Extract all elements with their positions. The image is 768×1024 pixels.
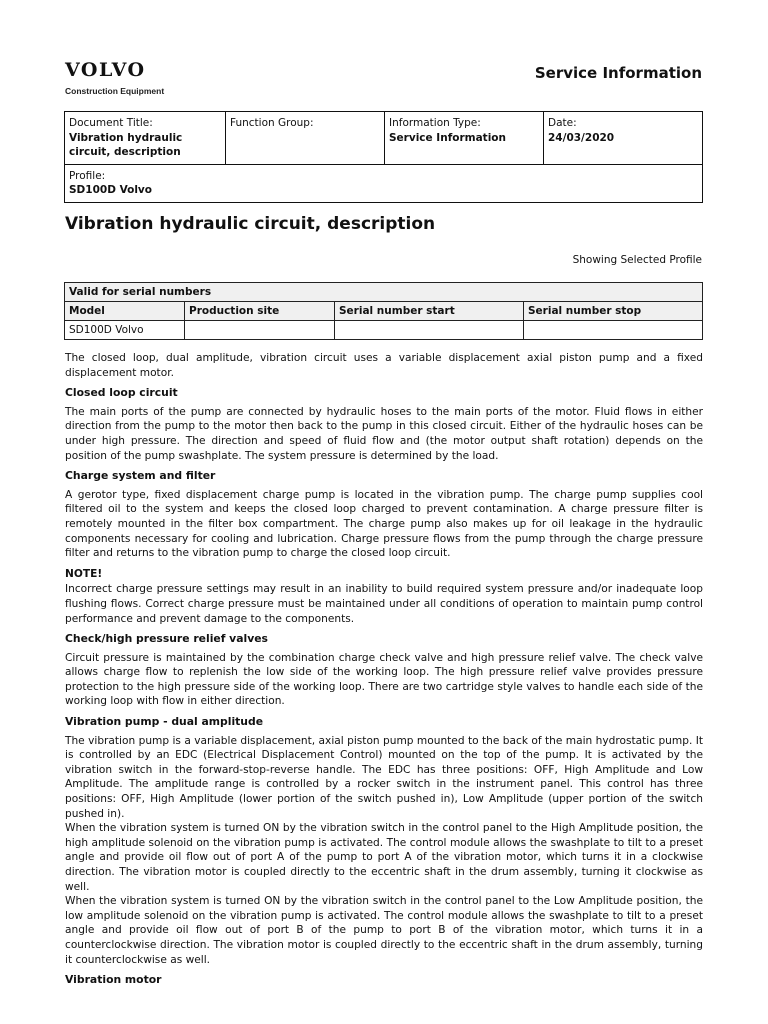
- profile-value: SD100D Volvo: [69, 184, 152, 196]
- table-cell-serial-stop: [524, 321, 703, 340]
- showing-selected-profile: Showing Selected Profile: [572, 254, 702, 266]
- function-group-cell: [226, 112, 385, 165]
- section-heading-charge-system: Charge system and filter: [65, 469, 216, 483]
- page-title: Vibration hydraulic circuit, description: [65, 214, 436, 234]
- info-type-label: Information Type:: [389, 117, 481, 129]
- table-cell-model: SD100D Volvo: [65, 321, 185, 340]
- date-value: 24/03/2020: [548, 131, 615, 144]
- function-group-label: Function Group:: [230, 117, 314, 129]
- section-heading-closed-loop: Closed loop circuit: [65, 386, 178, 400]
- vibration-pump-paragraph-1: The vibration pump is a variable displacement, axial piston pump mounted to the back of the main hydrostatic pump. It is controlled by an EDC (Electrical Displacement Control) mounted on the top of the pump. It is activated by the vibration switch in the forward-stop-reverse handle. The EDC has three positions: OFF, High Amplitude and Low Amplitude. The amplitude range is controlled by a rocker switch in the instrument panel. This control has three positions: OFF, High Amplitude (lower portion of the switch pushed in), Low Amplitude (upper portion of the switch pushed in).: [65, 734, 703, 820]
- doc-title-label: Document Title:: [69, 117, 153, 129]
- doc-title-value: Vibration hydraulic circuit, description: [69, 131, 183, 158]
- table-cell-production-site: [185, 321, 335, 340]
- vibration-pump-paragraph-2: When the vibration system is turned ON by the vibration switch in the control panel to the High Amplitude position, the high amplitude solenoid on the vibration pump is activated. The control module allows the swashplate to tilt to a preset angle and provide oil flow out of port A of the pump to port A of the vibration motor, which turns it in a clockwise direction. The vibration motor is coupled directly to the eccentric shaft in the drum assembly, turning it clockwise as well.: [65, 822, 703, 893]
- logo-wordmark: VOLVO: [65, 59, 146, 81]
- intro-paragraph: The closed loop, dual amplitude, vibration circuit uses a variable displacement axial piston pump and a fixed displacement motor.: [65, 352, 703, 379]
- section-heading-relief-valves: Check/high pressure relief valves: [65, 632, 268, 646]
- section-heading-vibration-motor: Vibration motor: [65, 973, 162, 987]
- logo-subtitle: Construction Equipment: [65, 86, 165, 96]
- document-body: [65, 351, 703, 992]
- doc-title-cell: [65, 112, 226, 165]
- table-cell-serial-start: [335, 321, 524, 340]
- service-information-heading: Service Information: [534, 64, 702, 82]
- profile-cell: [65, 164, 703, 202]
- section-heading-vibration-pump: Vibration pump - dual amplitude: [65, 715, 264, 729]
- date-label: Date:: [548, 117, 577, 129]
- column-header-production-site: Production site: [185, 302, 335, 321]
- column-header-serial-stop: Serial number stop: [524, 302, 703, 321]
- profile-label: Profile:: [69, 169, 106, 182]
- serial-table-caption: Valid for serial numbers: [65, 283, 703, 302]
- closed-loop-paragraph: The main ports of the pump are connected by hydraulic hoses to the main ports of the motor. Fluid flows in either direction from the pump to the motor then back to the pump in this closed circuit. Either of the hydraulic hoses can be under high pressure. The direction and speed of fluid flow and (the motor output shaft rotation) depends on the position of the pump swashplate. The system pressure is determined by the load.: [65, 405, 703, 462]
- info-type-cell: [385, 112, 544, 165]
- vibration-pump-paragraph-3: When the vibration system is turned ON by the vibration switch in the control panel to the Low Amplitude position, the low amplitude solenoid on the vibration pump is activated. The control module allows the swashplate to tilt to a preset angle and provide oil flow out of port B of the pump to port B of the vibration motor, which turns it in a counterclockwise direction. The vibration motor is coupled directly to the eccentric shaft in the drum assembly, turning it counterclockwise as well.: [65, 895, 703, 966]
- serial-numbers-table: [64, 282, 703, 340]
- relief-valves-paragraph: Circuit pressure is maintained by the combination charge check valve and high pressure relief valve. The check valve allows charge flow to replenish the low side of the working loop. The high pressure relief valve provides pressure protection to the high pressure side of the working loop. There are two cartridge style valves to handle each side of the working loop with flow in either direction.: [65, 651, 703, 708]
- charge-system-paragraph: A gerotor type, fixed displacement charge pump is located in the vibration pump. The charge pump supplies cool filtered oil to the system and keeps the closed loop charged to prevent contamination. A charge pressure filter is remotely mounted in the filter box compartment. The charge pump also makes up for oil leakage in the hydraulic components necessary for cooling and lubrication. Charge pressure flows from the pump through the charge pressure filter and returns to the vibration pump to charge the closed loop circuit.: [65, 488, 703, 560]
- column-header-serial-start: Serial number start: [335, 302, 524, 321]
- volvo-logo: [65, 60, 164, 96]
- note-heading: NOTE!: [65, 567, 103, 580]
- document-meta-table: [64, 111, 703, 203]
- column-header-model: Model: [65, 302, 185, 321]
- table-row: [65, 321, 703, 340]
- date-cell: [544, 112, 703, 165]
- note-paragraph: Incorrect charge pressure settings may result in an inability to build required system pressure and/or inadequate loop flushing flows. Correct charge pressure must be maintained under all conditions of operation to maintain pump control performance and prevent damage to the components.: [65, 583, 703, 625]
- info-type-value: Service Information: [389, 131, 506, 144]
